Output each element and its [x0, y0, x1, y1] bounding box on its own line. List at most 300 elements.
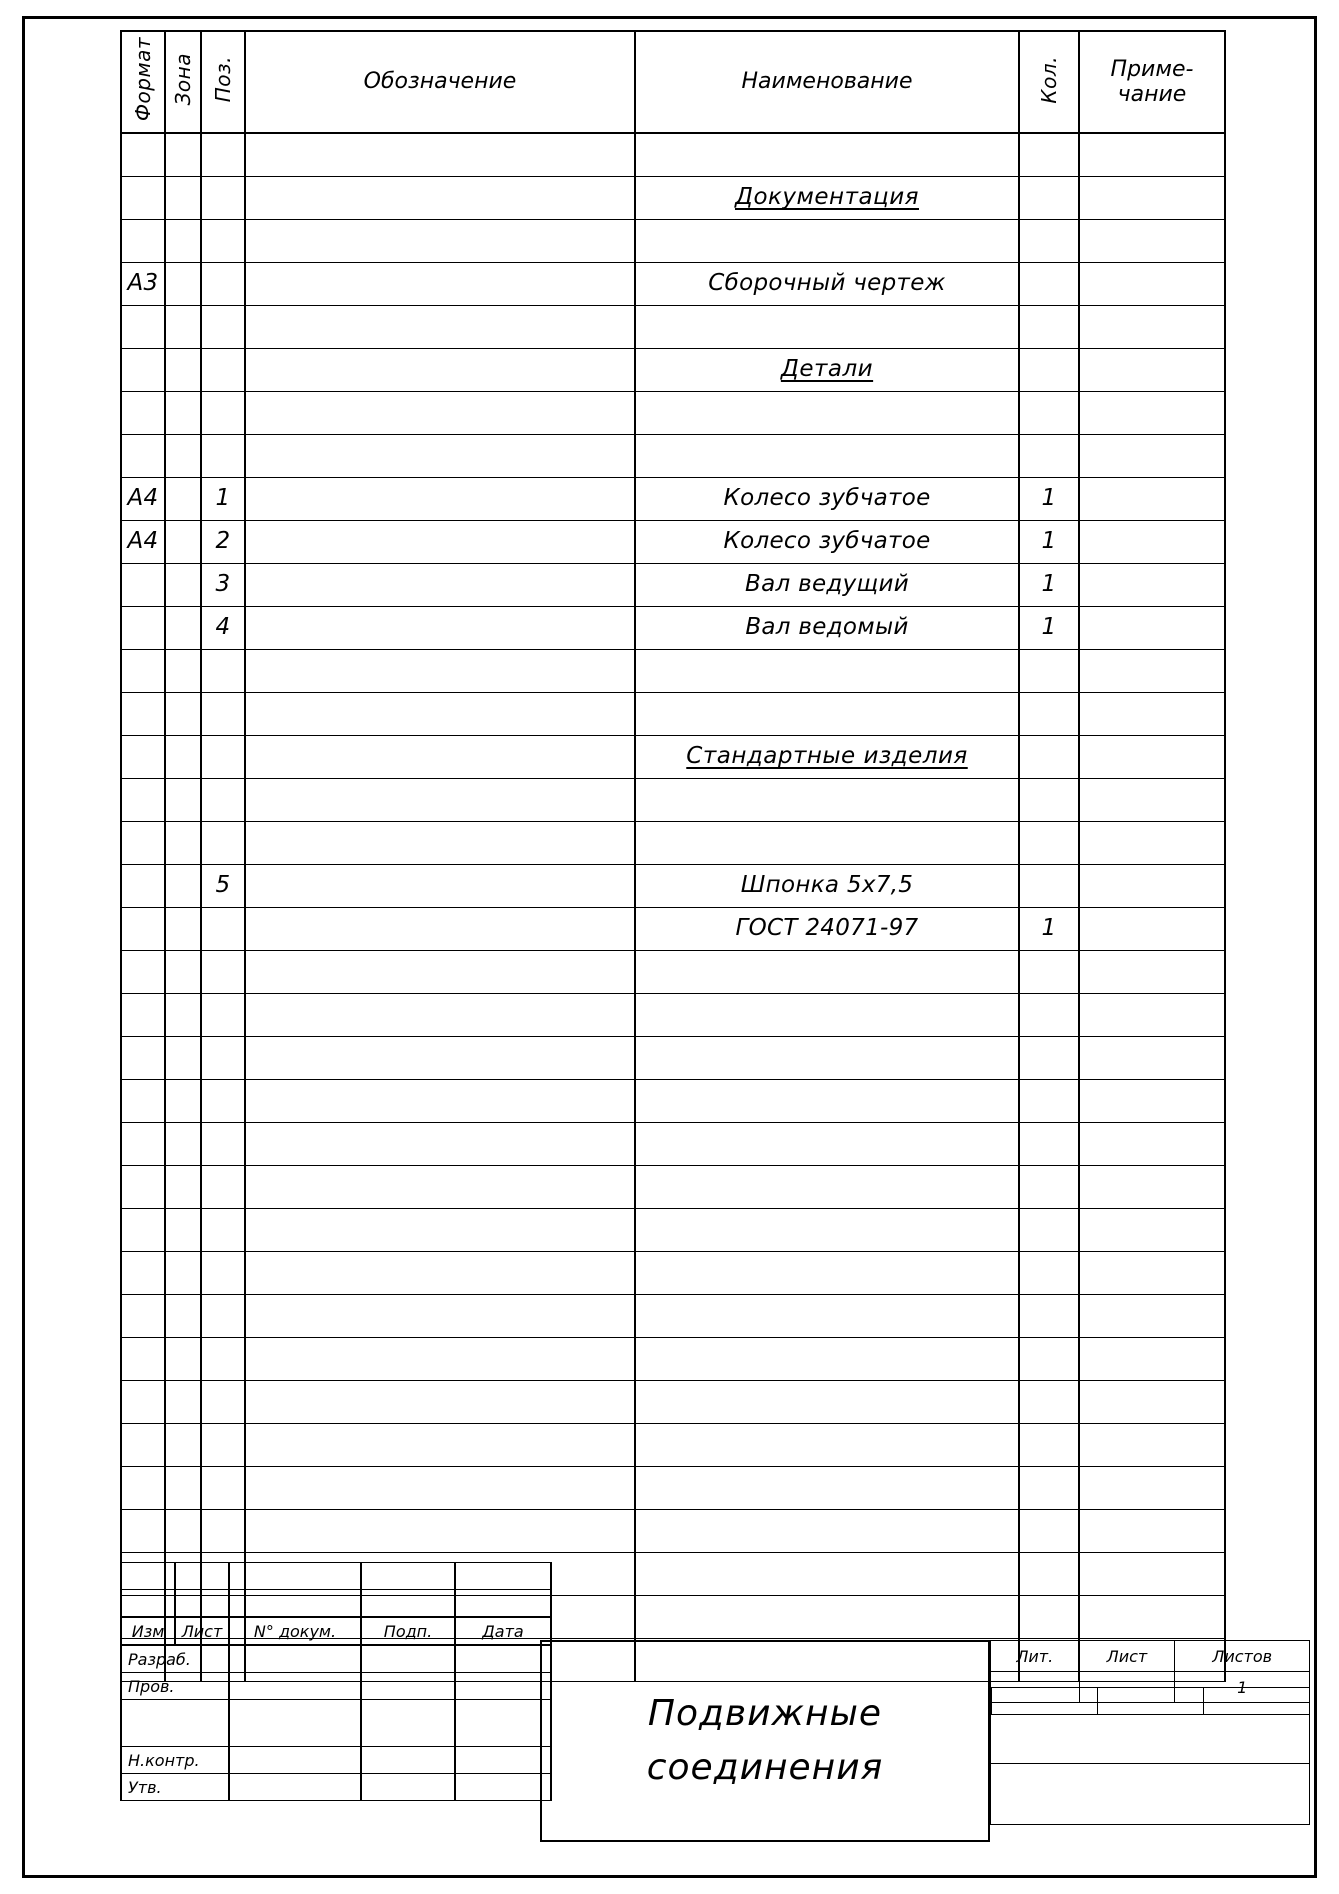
cell-name [635, 951, 1019, 994]
cell-note [1079, 1424, 1225, 1467]
cell-name [635, 435, 1019, 478]
cell-note [1079, 650, 1225, 693]
role-label-inspector: Н.контр. [121, 1747, 229, 1774]
specification-body [121, 133, 1225, 1682]
cell-name [635, 736, 1019, 779]
cell-format [121, 822, 165, 865]
table-row [121, 1424, 1225, 1467]
cell-format-text: А3 [127, 270, 159, 297]
cell-name [635, 693, 1019, 736]
title-block [120, 1562, 1310, 1842]
cell-pos [201, 177, 245, 220]
cell-designation [245, 650, 635, 693]
cell-note [1079, 1295, 1225, 1338]
header-pos-label: Поз. [211, 56, 235, 103]
cell-pos [201, 1252, 245, 1295]
table-row [121, 263, 1225, 306]
cell-name [635, 306, 1019, 349]
organization-cell-2 [991, 1764, 1310, 1825]
cell-designation [245, 435, 635, 478]
header-zone [165, 31, 201, 133]
cell-qty [1019, 822, 1079, 865]
cell-note [1079, 1037, 1225, 1080]
cell-format [121, 1080, 165, 1123]
cell-format [121, 1424, 165, 1467]
title-block-right [990, 1640, 1310, 1825]
table-row [121, 607, 1225, 650]
stamp-blank-row [121, 1563, 551, 1590]
cell-pos [201, 1424, 245, 1467]
cell-pos-text: 3 [215, 571, 231, 598]
cell-name-text: Документация [734, 184, 919, 211]
cell-pos [201, 650, 245, 693]
cell-pos [201, 220, 245, 263]
cell-pos [201, 822, 245, 865]
role-name-approved [229, 1774, 361, 1801]
header-note [1079, 31, 1225, 133]
cell-format [121, 994, 165, 1037]
document-title-line-2: соединения [646, 1747, 884, 1788]
cell-pos [201, 736, 245, 779]
cell-zone [165, 650, 201, 693]
cell-name [635, 1510, 1019, 1553]
cell-pos [201, 1338, 245, 1381]
cell-name [635, 392, 1019, 435]
cell-name [635, 133, 1019, 177]
cell-note [1079, 133, 1225, 177]
cell-pos [201, 951, 245, 994]
lit-subtable [991, 1687, 1310, 1715]
specification-table [120, 30, 1226, 1682]
cell-format [121, 521, 165, 564]
table-row [121, 779, 1225, 822]
stamp-cell [361, 1590, 455, 1618]
cell-qty [1019, 435, 1079, 478]
cell-pos [201, 435, 245, 478]
table-row [121, 994, 1225, 1037]
cell-note [1079, 220, 1225, 263]
cell-pos [201, 779, 245, 822]
cell-qty [1019, 994, 1079, 1037]
cell-name-text: Детали [780, 356, 874, 383]
cell-note [1079, 1080, 1225, 1123]
cell-zone [165, 349, 201, 392]
table-row [121, 865, 1225, 908]
cell-format [121, 1252, 165, 1295]
cell-zone [165, 1338, 201, 1381]
cell-pos [201, 1209, 245, 1252]
table-row [121, 1467, 1225, 1510]
cell-qty [1019, 865, 1079, 908]
cell-zone [165, 1037, 201, 1080]
cell-designation [245, 779, 635, 822]
cell-zone [165, 1166, 201, 1209]
cell-designation [245, 349, 635, 392]
cell-note [1079, 1381, 1225, 1424]
cell-format [121, 220, 165, 263]
cell-pos [201, 564, 245, 607]
cell-pos [201, 994, 245, 1037]
header-name-label: Наименование [741, 68, 913, 94]
cell-qty [1019, 1123, 1079, 1166]
document-title-cell [540, 1640, 990, 1842]
cell-qty-text: 1 [1041, 915, 1057, 942]
cell-note [1079, 306, 1225, 349]
table-row [121, 521, 1225, 564]
cell-zone [165, 1510, 201, 1553]
cell-pos [201, 1166, 245, 1209]
cell-qty [1019, 1252, 1079, 1295]
role-row [121, 1774, 551, 1801]
cell-designation [245, 1252, 635, 1295]
cell-name [635, 607, 1019, 650]
cell-format [121, 564, 165, 607]
sheets-value: 1 [1175, 1672, 1310, 1703]
stamp-cell [175, 1590, 229, 1618]
specification-header [121, 31, 1225, 133]
cell-designation [245, 220, 635, 263]
cell-name-text: Шпонка 5x7,5 [740, 872, 914, 899]
table-row [121, 392, 1225, 435]
cell-name [635, 650, 1019, 693]
cell-name [635, 1467, 1019, 1510]
cell-name-text: Вал ведомый [745, 614, 909, 641]
header-designation-label: Обозначение [363, 68, 517, 94]
cell-note [1079, 177, 1225, 220]
cell-pos [201, 607, 245, 650]
cell-name [635, 349, 1019, 392]
cell-qty [1019, 1338, 1079, 1381]
cell-format [121, 177, 165, 220]
cell-qty [1019, 521, 1079, 564]
cell-pos [201, 1123, 245, 1166]
cell-zone [165, 263, 201, 306]
lit-value-2 [1097, 1688, 1203, 1715]
role-name-developer [229, 1645, 361, 1673]
revision-header-izm: Изм [121, 1617, 175, 1645]
cell-qty [1019, 1037, 1079, 1080]
right-value-row [991, 1672, 1310, 1703]
cell-name-text: Вал ведущий [745, 571, 909, 598]
table-row [121, 564, 1225, 607]
table-row [121, 1252, 1225, 1295]
cell-zone [165, 435, 201, 478]
lit-label: Лит. [991, 1641, 1080, 1672]
cell-name [635, 865, 1019, 908]
cell-note [1079, 564, 1225, 607]
cell-name-text: Колесо зубчатое [723, 485, 931, 512]
stamp-cell [175, 1563, 229, 1590]
cell-name [635, 1037, 1019, 1080]
cell-name [635, 521, 1019, 564]
cell-designation [245, 822, 635, 865]
cell-designation [245, 865, 635, 908]
cell-zone [165, 177, 201, 220]
cell-note [1079, 994, 1225, 1037]
cell-format [121, 1381, 165, 1424]
cell-format [121, 1295, 165, 1338]
cell-pos [201, 1080, 245, 1123]
cell-zone [165, 693, 201, 736]
cell-pos [201, 478, 245, 521]
cell-designation [245, 392, 635, 435]
table-row [121, 1123, 1225, 1166]
cell-qty [1019, 1424, 1079, 1467]
cell-name [635, 1338, 1019, 1381]
cell-qty [1019, 693, 1079, 736]
table-row [121, 1510, 1225, 1553]
role-row [121, 1673, 551, 1700]
role-label-developer: Разраб. [121, 1645, 229, 1673]
cell-zone [165, 951, 201, 994]
table-row [121, 1381, 1225, 1424]
cell-pos-text: 5 [215, 872, 231, 899]
cell-format [121, 1467, 165, 1510]
cell-note [1079, 392, 1225, 435]
role-name-inspector [229, 1747, 361, 1774]
table-row [121, 133, 1225, 177]
cell-name [635, 1080, 1019, 1123]
cell-qty-text: 1 [1041, 614, 1057, 641]
stamp-cell [229, 1563, 361, 1590]
cell-qty [1019, 478, 1079, 521]
cell-pos-text: 4 [215, 614, 231, 641]
cell-designation [245, 951, 635, 994]
cell-zone [165, 478, 201, 521]
role-label-approved: Утв. [121, 1774, 229, 1801]
cell-pos-text: 2 [215, 528, 231, 555]
cell-note [1079, 1510, 1225, 1553]
table-row [121, 1338, 1225, 1381]
header-note-label-1: Приме- [1110, 56, 1194, 82]
role-name-checked [229, 1673, 361, 1700]
cell-designation [245, 736, 635, 779]
cell-format [121, 349, 165, 392]
cell-zone [165, 521, 201, 564]
cell-zone [165, 306, 201, 349]
cell-designation [245, 994, 635, 1037]
header-name [635, 31, 1019, 133]
role-date-developer [455, 1645, 551, 1673]
cell-pos [201, 133, 245, 177]
table-row [121, 650, 1225, 693]
cell-designation [245, 1209, 635, 1252]
table-row [121, 822, 1225, 865]
cell-zone [165, 1209, 201, 1252]
table-row [121, 478, 1225, 521]
cell-designation [245, 1295, 635, 1338]
cell-qty [1019, 564, 1079, 607]
cell-qty [1019, 1166, 1079, 1209]
lit-values-cell [991, 1672, 1080, 1703]
header-note-label-2: чание [1117, 82, 1187, 107]
cell-pos [201, 1295, 245, 1338]
cell-qty [1019, 1209, 1079, 1252]
revision-header-docno: N° докум. [229, 1617, 361, 1645]
table-row [121, 1037, 1225, 1080]
table-row [121, 736, 1225, 779]
role-label-checked: Пров. [121, 1673, 229, 1700]
cell-pos [201, 392, 245, 435]
header-pos [201, 31, 245, 133]
cell-pos [201, 1037, 245, 1080]
cell-name [635, 1209, 1019, 1252]
stamp-cell [121, 1590, 175, 1618]
cell-name [635, 1166, 1019, 1209]
lit-value-3 [1203, 1688, 1309, 1715]
header-designation [245, 31, 635, 133]
cell-designation [245, 306, 635, 349]
cell-format [121, 1338, 165, 1381]
cell-name [635, 263, 1019, 306]
table-row [121, 1080, 1225, 1123]
role-date-blank [455, 1700, 551, 1747]
cell-name-text: Стандартные изделия [686, 743, 968, 770]
title-block-left [120, 1562, 552, 1801]
cell-format [121, 650, 165, 693]
cell-note [1079, 865, 1225, 908]
cell-note [1079, 1166, 1225, 1209]
cell-pos [201, 1381, 245, 1424]
role-sign-checked [361, 1673, 455, 1700]
table-row [121, 306, 1225, 349]
cell-format [121, 1209, 165, 1252]
cell-designation [245, 478, 635, 521]
cell-designation [245, 263, 635, 306]
cell-note [1079, 1209, 1225, 1252]
cell-note [1079, 693, 1225, 736]
header-qty-label: Кол. [1037, 55, 1061, 104]
cell-name-text: Сборочный чертеж [708, 270, 946, 297]
cell-pos [201, 1467, 245, 1510]
stamp-cell [229, 1590, 361, 1618]
cell-designation [245, 1338, 635, 1381]
cell-designation [245, 1123, 635, 1166]
document-title-line-1: Подвижные [647, 1693, 883, 1734]
role-sign-developer [361, 1645, 455, 1673]
cell-name [635, 220, 1019, 263]
header-format [121, 31, 165, 133]
table-row [121, 693, 1225, 736]
revision-header-list: Лист [175, 1617, 229, 1645]
table-row [121, 177, 1225, 220]
cell-note [1079, 1252, 1225, 1295]
cell-note [1079, 1467, 1225, 1510]
cell-name [635, 822, 1019, 865]
cell-pos-text: 1 [215, 485, 231, 512]
cell-note [1079, 1338, 1225, 1381]
role-sign-inspector [361, 1747, 455, 1774]
table-row [121, 951, 1225, 994]
sheet-label: Лист [1079, 1641, 1175, 1672]
role-row [121, 1645, 551, 1673]
cell-note [1079, 822, 1225, 865]
cell-pos [201, 263, 245, 306]
cell-note [1079, 349, 1225, 392]
cell-format [121, 133, 165, 177]
cell-qty [1019, 177, 1079, 220]
cell-name [635, 908, 1019, 951]
cell-qty [1019, 607, 1079, 650]
cell-format [121, 908, 165, 951]
lit-value-1 [992, 1688, 1098, 1715]
cell-qty [1019, 779, 1079, 822]
cell-name-text: ГОСТ 24071-97 [735, 915, 919, 942]
cell-qty [1019, 650, 1079, 693]
cell-name [635, 779, 1019, 822]
cell-pos [201, 693, 245, 736]
cell-zone [165, 133, 201, 177]
header-qty [1019, 31, 1079, 133]
cell-qty [1019, 908, 1079, 951]
cell-name [635, 1295, 1019, 1338]
cell-qty [1019, 306, 1079, 349]
cell-format [121, 951, 165, 994]
cell-pos [201, 349, 245, 392]
revision-header-sign: Подп. [361, 1617, 455, 1645]
cell-name [635, 478, 1019, 521]
cell-note [1079, 779, 1225, 822]
cell-format [121, 607, 165, 650]
cell-note [1079, 908, 1225, 951]
cell-zone [165, 908, 201, 951]
cell-name [635, 564, 1019, 607]
cell-qty [1019, 1467, 1079, 1510]
cell-designation [245, 177, 635, 220]
cell-name [635, 994, 1019, 1037]
cell-format-text: А4 [127, 528, 159, 555]
cell-format [121, 263, 165, 306]
stamp-blank-row [121, 1590, 551, 1618]
cell-format [121, 306, 165, 349]
cell-zone [165, 994, 201, 1037]
role-date-approved [455, 1774, 551, 1801]
cell-pos [201, 865, 245, 908]
cell-zone [165, 220, 201, 263]
cell-format-text: А4 [127, 485, 159, 512]
stamp-cell [455, 1590, 551, 1618]
right-header-row [991, 1641, 1310, 1672]
revision-header-row [121, 1617, 551, 1645]
cell-format [121, 1166, 165, 1209]
cell-note [1079, 478, 1225, 521]
cell-qty-text: 1 [1041, 571, 1057, 598]
table-row [121, 349, 1225, 392]
cell-note [1079, 521, 1225, 564]
role-row [121, 1747, 551, 1774]
cell-qty-text: 1 [1041, 485, 1057, 512]
cell-note [1079, 951, 1225, 994]
cell-designation [245, 1080, 635, 1123]
cell-pos [201, 306, 245, 349]
revision-header-date: Дата [455, 1617, 551, 1645]
cell-name [635, 177, 1019, 220]
cell-format [121, 478, 165, 521]
cell-zone [165, 1467, 201, 1510]
cell-qty [1019, 133, 1079, 177]
cell-note [1079, 263, 1225, 306]
cell-zone [165, 392, 201, 435]
cell-note [1079, 1123, 1225, 1166]
table-row [121, 1166, 1225, 1209]
cell-qty [1019, 1510, 1079, 1553]
cell-qty [1019, 349, 1079, 392]
cell-designation [245, 1381, 635, 1424]
cell-zone [165, 1381, 201, 1424]
cell-format [121, 392, 165, 435]
cell-zone [165, 607, 201, 650]
cell-qty [1019, 1381, 1079, 1424]
